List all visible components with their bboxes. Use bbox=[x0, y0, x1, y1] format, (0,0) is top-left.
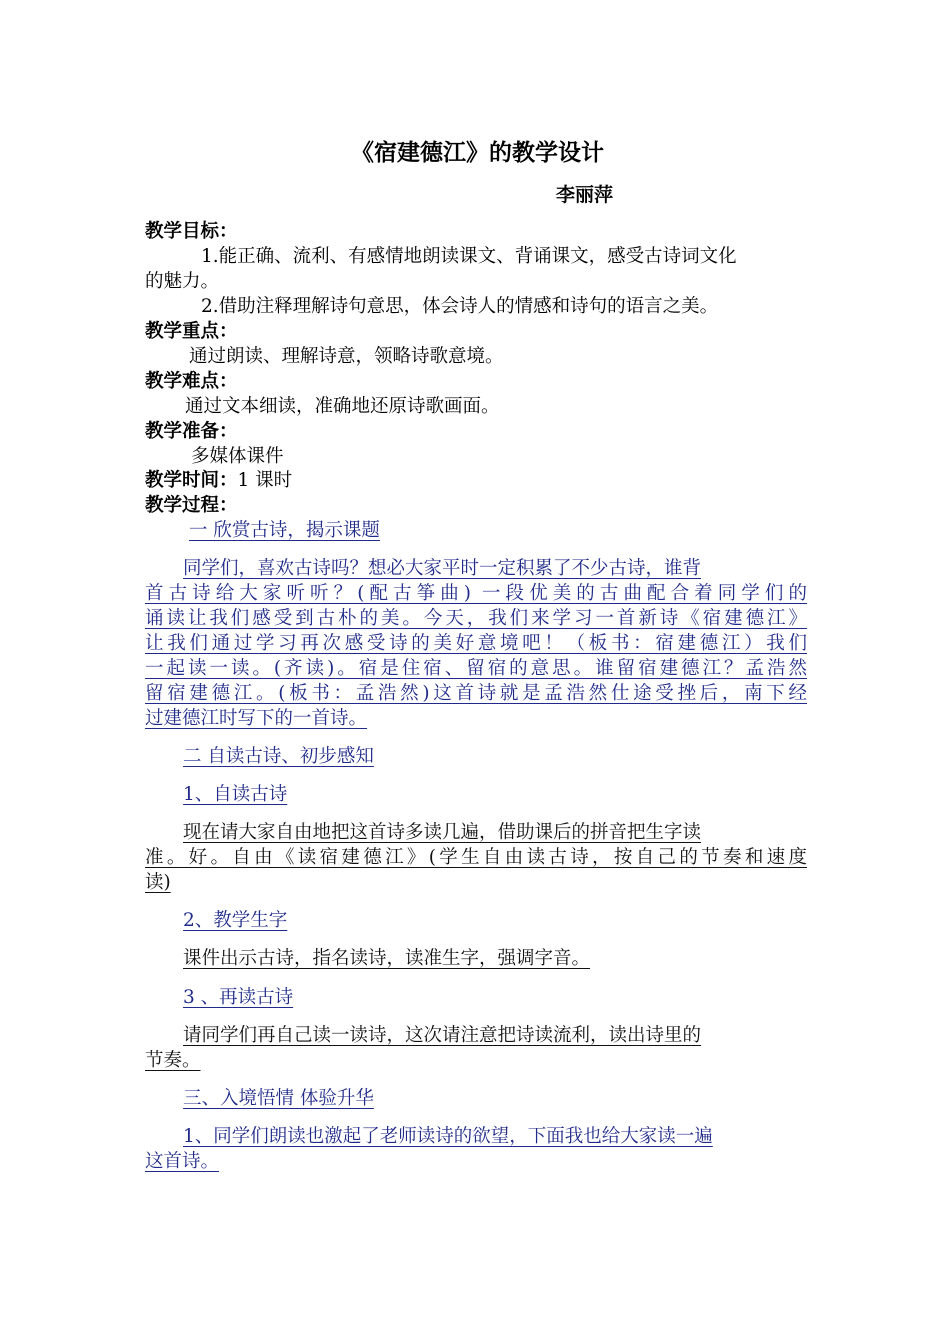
objective-item-2: 2.借助注释理解诗句意思，体会诗人的情感和诗句的语言之美。 bbox=[201, 296, 719, 317]
section-1-paragraph-line: 过建德江时写下的一首诗。 bbox=[145, 708, 368, 729]
section-1-paragraph-line: 同学们，喜欢古诗吗？想必大家平时一定积累了不少古诗，谁背 bbox=[183, 558, 702, 579]
preparation-text: 多媒体课件 bbox=[191, 446, 284, 467]
subsection-1-title: 1、自读古诗 bbox=[183, 784, 288, 805]
difficulties-heading: 教学难点： bbox=[145, 371, 238, 392]
objectives-heading: 教学目标： bbox=[145, 221, 238, 242]
section-1-title: 一 欣赏古诗，揭示课题 bbox=[189, 520, 380, 541]
section-2-title: 二 自读古诗、初步感知 bbox=[183, 746, 374, 767]
difficulties-text: 通过文本细读，准确地还原诗歌画面。 bbox=[185, 396, 500, 417]
section-3-line: 1、同学们朗读也激起了老师读诗的欲望，下面我也给大家读一遍 bbox=[183, 1126, 713, 1147]
key-points-heading: 教学重点： bbox=[145, 321, 238, 342]
subsection-2-title: 2、教学生字 bbox=[183, 910, 288, 931]
objective-item-1-cont: 的魅力。 bbox=[145, 271, 220, 292]
section-3-title: 三、入境悟情 体验升华 bbox=[183, 1088, 374, 1109]
section-1-paragraph-line: 首古诗给大家听听？(配古筝曲) 一段优美的古曲配合着同学们的 bbox=[145, 583, 807, 604]
time-row bbox=[145, 468, 292, 493]
subsection-1-line: 读) bbox=[145, 872, 171, 893]
subsection-3-line: 请同学们再自己读一读诗，这次请注意把诗读流利，读出诗里的 bbox=[183, 1025, 702, 1046]
section-1-paragraph-line: 留宿建德江。(板书：孟浩然)这首诗就是孟浩然仕途受挫后，南下经 bbox=[145, 683, 807, 704]
key-points-text: 通过朗读、理解诗意，领略诗歌意境。 bbox=[189, 346, 504, 367]
subsection-3-line: 节奏。 bbox=[145, 1050, 201, 1071]
objective-item-1: 1.能正确、流利、有感情地朗读课文、背诵课文，感受古诗词文化 bbox=[201, 246, 737, 267]
time-text: 1 课时 bbox=[237, 470, 293, 491]
section-1-paragraph-line: 诵读让我们感受到古朴的美。今天，我们来学习一首新诗《宿建德江》 bbox=[145, 608, 807, 629]
section-1-paragraph-line: 一起读一读。(齐读)。宿是住宿、留宿的意思。谁留宿建德江？孟浩然 bbox=[145, 658, 807, 679]
preparation-heading: 教学准备： bbox=[145, 421, 238, 442]
section-1-paragraph-line: 让我们通过学习再次感受诗的美好意境吧！（板书：宿建德江）我们 bbox=[145, 633, 807, 654]
time-heading: 教学时间： bbox=[145, 470, 238, 491]
subsection-3-title: 3 、再读古诗 bbox=[183, 987, 294, 1008]
subsection-1-line: 现在请大家自由地把这首诗多读几遍，借助课后的拼音把生字读 bbox=[183, 822, 702, 843]
process-heading: 教学过程： bbox=[145, 495, 238, 516]
section-3-line: 这首诗。 bbox=[145, 1151, 220, 1172]
subsection-1-line: 准。好。自由《读宿建德江》(学生自由读古诗，按自己的节奏和速度 bbox=[145, 847, 807, 868]
document-title: 《宿建德江》的教学设计 bbox=[351, 140, 604, 166]
subsection-2-text: 课件出示古诗，指名读诗，读准生字，强调字音。 bbox=[183, 948, 591, 969]
author-name: 李丽萍 bbox=[556, 184, 614, 206]
